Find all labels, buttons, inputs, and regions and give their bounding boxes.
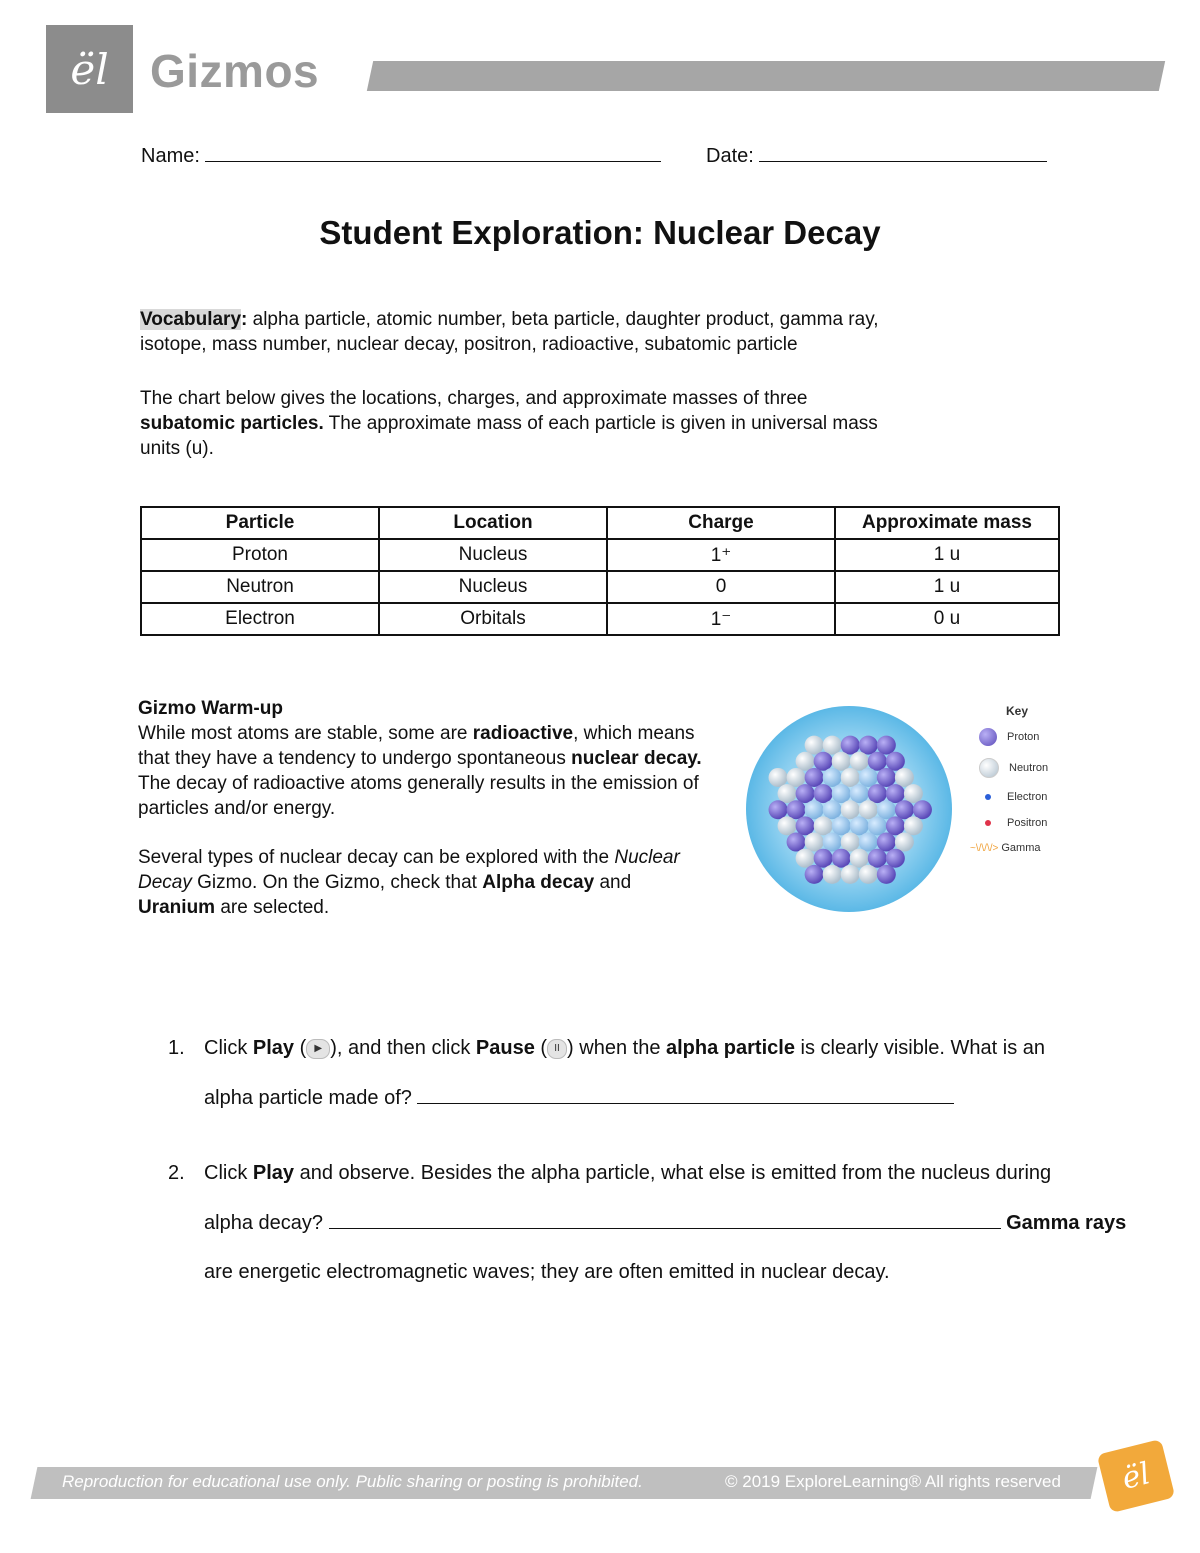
header-mass: Approximate mass [835,507,1059,539]
text: Gizmo. On the Gizmo, check that [191,872,483,893]
warmup-heading: Gizmo Warm-up [138,698,283,719]
logo-mark: ël [70,44,109,94]
pause-icon: II [547,1039,567,1059]
proton-ball [868,752,887,771]
nucleon-core [859,833,878,852]
particle-table [140,506,1060,636]
term-radioactive: radioactive [472,723,574,744]
table-row [141,571,1059,603]
question-2-note: are energetic electromagnetic waves; they are often emitted in nuclear decay. [204,1261,890,1283]
neutron-ball [814,816,833,835]
table-cell: 0 u [835,603,1059,635]
nucleon-core [868,816,887,835]
neutron-ball [841,768,860,787]
text: alpha decay? [204,1212,323,1234]
text: are selected. [215,897,330,918]
table-cell: Nucleus [379,571,607,603]
date-label: Date: [706,145,754,167]
warmup-section [138,696,718,920]
gizmo-name: Nuclear Decay [138,847,680,893]
text: ( [534,1037,548,1059]
term-uranium: Uranium [138,897,216,918]
proton-ball [832,849,851,868]
text: Several types of nuclear decay can be explored with the [138,847,615,868]
alpha-particle-term: alpha particle [666,1037,795,1059]
proton-ball [877,865,896,884]
table-header-row [141,507,1059,539]
vocabulary-label: Vocabulary [140,309,242,330]
explorelearning-logo: ël [1097,1439,1176,1513]
nucleon-core [850,816,869,835]
key-label: Neutron [1009,762,1049,774]
proton-ball [886,816,905,835]
warmup-paragraph-1 [138,721,703,821]
text: and observe. Besides the alpha particle, what else is emitted from the nucleus during [294,1162,1052,1184]
question-2-number: 2. [168,1162,185,1184]
name-line[interactable] [205,143,661,162]
table-cell: Electron [141,603,379,635]
proton-ball [841,736,860,755]
proton-ball [895,800,914,819]
nucleon-core [832,784,851,803]
text: and [594,872,632,893]
key-neutron [970,758,1048,778]
footer-notice: Reproduction for educational use only. Public sharing or posting is prohibited. [62,1472,643,1491]
nucleon-core [850,784,869,803]
table-cell: Orbitals [379,603,607,635]
table-cell: 1⁺ [607,539,835,571]
nucleon-core [805,800,824,819]
term-nuclear-decay: nuclear decay. [571,748,702,769]
key-label: Proton [1007,731,1040,743]
table-cell: 1 u [835,571,1059,603]
table-row [141,603,1059,635]
answer-line[interactable] [329,1210,1001,1229]
proton-ball [805,768,824,787]
neutron-ball [805,736,824,755]
table-cell: 1 u [835,539,1059,571]
proton-ball [886,784,905,803]
key-label: Positron [1007,817,1048,829]
table-row [141,539,1059,571]
table-cell: Neutron [141,571,379,603]
text: ) when the [567,1037,666,1059]
page-title: Student Exploration: Nuclear Decay [319,214,881,251]
question-1-answer-row [204,1085,954,1111]
proton-ball [796,784,815,803]
neutron-ball [796,752,815,771]
intro-rest: The approximate mass of each particle is given in universal mass [323,413,878,434]
key-gamma [970,842,1040,854]
name-field[interactable] [141,143,661,168]
date-field[interactable] [706,143,1047,168]
key-electron [970,791,1047,803]
text: ), and then click [330,1037,476,1059]
gizmos-logo [46,25,133,113]
nucleon-core [823,833,842,852]
nucleon-core [877,800,896,819]
neutron-ball [787,768,806,787]
intro-bold: subatomic particles. [140,413,324,434]
proton-ball [877,833,896,852]
proton-ball [787,833,806,852]
pause-term: Pause [475,1037,535,1059]
key-positron [970,817,1047,829]
play-term: Play [252,1037,295,1059]
proton-ball [913,800,932,819]
nucleon-core [823,800,842,819]
text: , which means that they have a tendency to undergo spontaneous [138,723,695,769]
neutron-ball [859,800,878,819]
text: ( [294,1037,307,1059]
text: Click [204,1162,253,1184]
nucleon-core [823,768,842,787]
text: Click [204,1037,253,1059]
warmup-paragraph-2 [138,845,698,920]
intro-line-3: units (u). [140,438,214,459]
proton-ball [877,768,896,787]
nucleus-svg [744,705,954,913]
date-line[interactable] [759,143,1047,162]
positron-icon [985,820,991,826]
vocabulary-section [140,307,879,357]
play-icon: ▶ [306,1039,330,1059]
text: The decay of radioactive atoms generally results in the emission of particles and/or energy. [138,773,699,819]
proton-ball [796,816,815,835]
neutron-ball [769,768,788,787]
play-term: Play [252,1162,295,1184]
key-label: Electron [1007,791,1048,803]
proton-icon [979,728,997,746]
proton-ball [805,865,824,884]
neutron-ball [805,833,824,852]
proton-ball [814,784,833,803]
question-1-text [204,1035,1045,1061]
neutron-ball [832,752,851,771]
key-label: Gamma [1001,842,1041,854]
neutron-icon [979,758,999,778]
footer-copyright: © 2019 ExploreLearning® All rights reserved [725,1472,1061,1491]
neutron-ball [859,865,878,884]
table-cell: Nucleus [379,539,607,571]
proton-ball [886,849,905,868]
proton-ball [886,752,905,771]
intro-paragraph [140,386,1000,461]
proton-ball [769,800,788,819]
proton-ball [877,736,896,755]
vocabulary-terms: alpha particle, atomic number, beta particle, daughter product, gamma ray, [252,309,879,330]
table-cell: 0 [607,571,835,603]
proton-ball [787,800,806,819]
table-cell: 1⁻ [607,603,835,635]
nucleon-core [832,816,851,835]
proton-ball [814,752,833,771]
key-proton [970,728,1039,746]
table-cell: Proton [141,539,379,571]
text: While most atoms are stable, some are [138,723,473,744]
nucleon-core [859,768,878,787]
neutron-ball [904,816,923,835]
answer-line[interactable] [417,1085,954,1104]
electron-icon [985,794,991,800]
neutron-ball [850,849,869,868]
neutron-ball [841,800,860,819]
brand-name: Gizmos [150,45,320,97]
question-1-number: 1. [168,1037,185,1059]
nucleus-illustration [744,705,954,913]
name-label: Name: [141,145,200,167]
question-2-answer-row [204,1210,1126,1236]
proton-ball [859,736,878,755]
intro-line-1: The chart below gives the locations, charges, and approximate masses of three [140,388,808,409]
header-particle: Particle [141,507,379,539]
neutron-ball [895,833,914,852]
proton-ball [868,849,887,868]
neutron-ball [778,784,797,803]
neutron-ball [823,736,842,755]
gamma-wave-icon: ~\/\/\/> [970,842,999,854]
text: is clearly visible. What is an [794,1037,1046,1059]
proton-ball [814,849,833,868]
gamma-rays-term: Gamma rays [1006,1212,1127,1234]
vocabulary-terms-2: isotope, mass number, nuclear decay, positron, radioactive, subatomic particle [140,334,798,355]
text: alpha particle made of? [204,1087,412,1109]
neutron-ball [904,784,923,803]
term-alpha-decay: Alpha decay [482,872,595,893]
vocabulary-colon: : [241,309,248,330]
neutron-ball [850,752,869,771]
header-charge: Charge [607,507,835,539]
neutron-ball [823,865,842,884]
neutron-ball [796,849,815,868]
proton-ball [868,784,887,803]
question-2-text [204,1160,1051,1186]
key-title: Key [1006,704,1029,718]
neutron-ball [778,816,797,835]
header-location: Location [379,507,607,539]
neutron-ball [841,833,860,852]
header-bar [367,61,1165,91]
neutron-ball [895,768,914,787]
neutron-ball [841,865,860,884]
